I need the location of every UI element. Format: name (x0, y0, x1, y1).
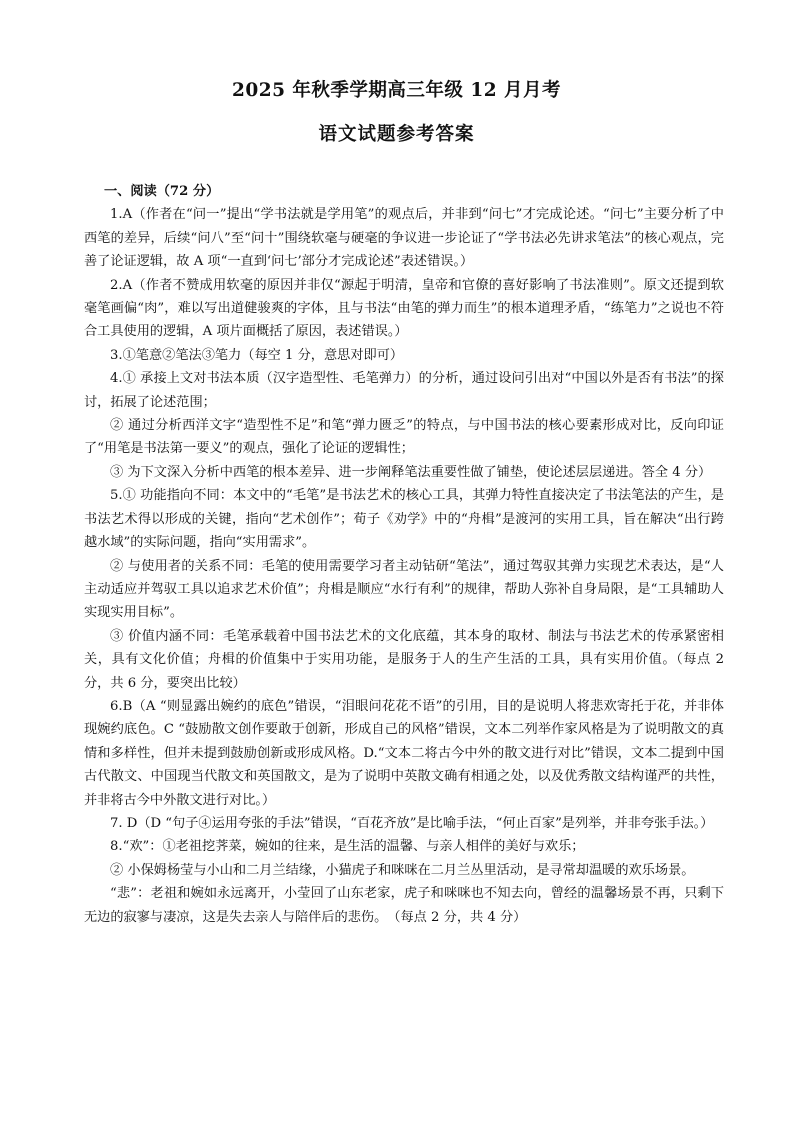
answer-paragraph: “悲”：老祖和婉如永远离开，小莹回了山东老家，虎子和咪咪也不知去向，曾经的温馨场景不再，只剩下无边的寂寥与凄凉，这是失去亲人与陪伴后的悲伤。 （每点 2 分，共 4 分） (84, 886, 724, 925)
answer-paragraph: 2.A（作者不赞成用软毫的原因并非仅“源起于明清，皇帝和官僚的喜好影响了书法准则”。原文还提到软毫笔画偏“肉”，难以写出道健骏爽的字体，且与书法“由笔的弹力而生”的根本道理矛盾，“练笔力”之说也不符合工具使用的逻辑，A 项片面概括了原因，表述错误。） (84, 277, 724, 340)
answer-paragraph: 8.“欢”：①老祖挖荠菜，婉如的往来，是生活的温馨、与亲人相伴的美好与欢乐； (110, 839, 585, 855)
answer-paragraph: ② 小保姆杨莹与小山和二月兰结缘，小猫虎子和咪咪在二月兰丛里活动，是寻常却温暖的欢乐场景。 (110, 862, 695, 878)
answer-paragraph: 3.①笔意②笔法③笔力（每空 1 分，意思对即可） (110, 347, 404, 363)
answer-paragraph: 5.① 功能指向不同：本文中的“毛笔”是书法艺术的核心工具，其弹力特性直接决定了书法笔法的产生，是书法艺术得以形成的关键，指向“艺术创作”；荀子《劝学》中的“舟楫”是渡河的实用工具，旨在解决“出行跨越水域”的实际问题，指向“实用需求”。 (84, 488, 724, 551)
answer-paragraph: 4.① 承接上文对书法本质（汉字造型性、毛笔弹力）的分析，通过设问引出对“中国以外是否有书法”的探讨，拓展了论述范围； (84, 371, 724, 410)
answer-paragraph: 7. D（D “句子④运用夸张的手法”错误，“百花齐放”是比喻手法，“何止百家”是列举，并非夸张手法。） (110, 815, 714, 831)
answer-paragraph: ③ 价值内涵不同：毛笔承载着中国书法艺术的文化底蕴，其本身的取材、制法与书法艺术的传承紧密相关，具有文化价值；舟楫的价值集中于实用功能，是服务于人的生产生活的工具，具有实用价值。（每点 2 分，共 6 分，要突出比较） (84, 628, 724, 691)
answer-paragraph: ③ 为下文深入分析中西笔的根本差异、进一步阐释笔法重要性做了铺垫，使论述层层递进。答全 4 分） (110, 464, 712, 480)
answer-paragraph: ② 与使用者的关系不同：毛笔的使用需要学习者主动钻研“笔法”，通过驾驭其弹力实现艺术表达，是“人主动适应并驾驭工具以追求艺术价值”；舟楫是顺应“水行有利”的规律，帮助人弥补自身局限，是“工具辅助人实现实用目标”。 (84, 558, 724, 621)
answer-body (84, 180, 724, 929)
answer-paragraph: 1.A（作者在“问一”提出“学书法就是学用笔”的观点后，并非到“问七”才完成论述。“问七”主要分析了中西笔的差异，后续“问八”至“问十”围绕软毫与硬毫的争议进一步论证了“学书法必先讲求笔法”的核心观点，完善了论证逻辑，故 A 项“一直到‘问七’部分才完成论述”表述错误。） (84, 207, 724, 270)
answer-paragraph: 6.B（A “则显露出婉约的底色”错误，“泪眼问花花不语”的引用，目的是说明人将悲欢寄托于花，并非体现婉约底色。C “鼓励散文创作要敢于创新，形成自己的风格”错误，文本二列举作家风格是为了说明散文的真情和多样性，但并未提到鼓励创新或形成风格。D.“文本二将古今中外的散文进行对比”错误，文本二提到中国古代散文、中国现当代散文和英国散文，是为了说明中英散文确有相通之处，以及优秀散文结构谨严的共性，并非将古今中外散文进行对比。） (84, 698, 724, 808)
exam-subtitle: 语文试题参考答案 (318, 124, 475, 145)
exam-title: 2025 年秋季学期高三年级 12 月月考 (231, 80, 562, 101)
answer-paragraph: ② 通过分析西洋文字“造型性不足”和笔“弹力匮乏”的特点，与中国书法的核心要素形成对比，反向印证了“用笔是书法第一要义”的观点，强化了论证的逻辑性； (84, 418, 724, 457)
section-heading: 一、阅读（72 分） (104, 184, 220, 199)
